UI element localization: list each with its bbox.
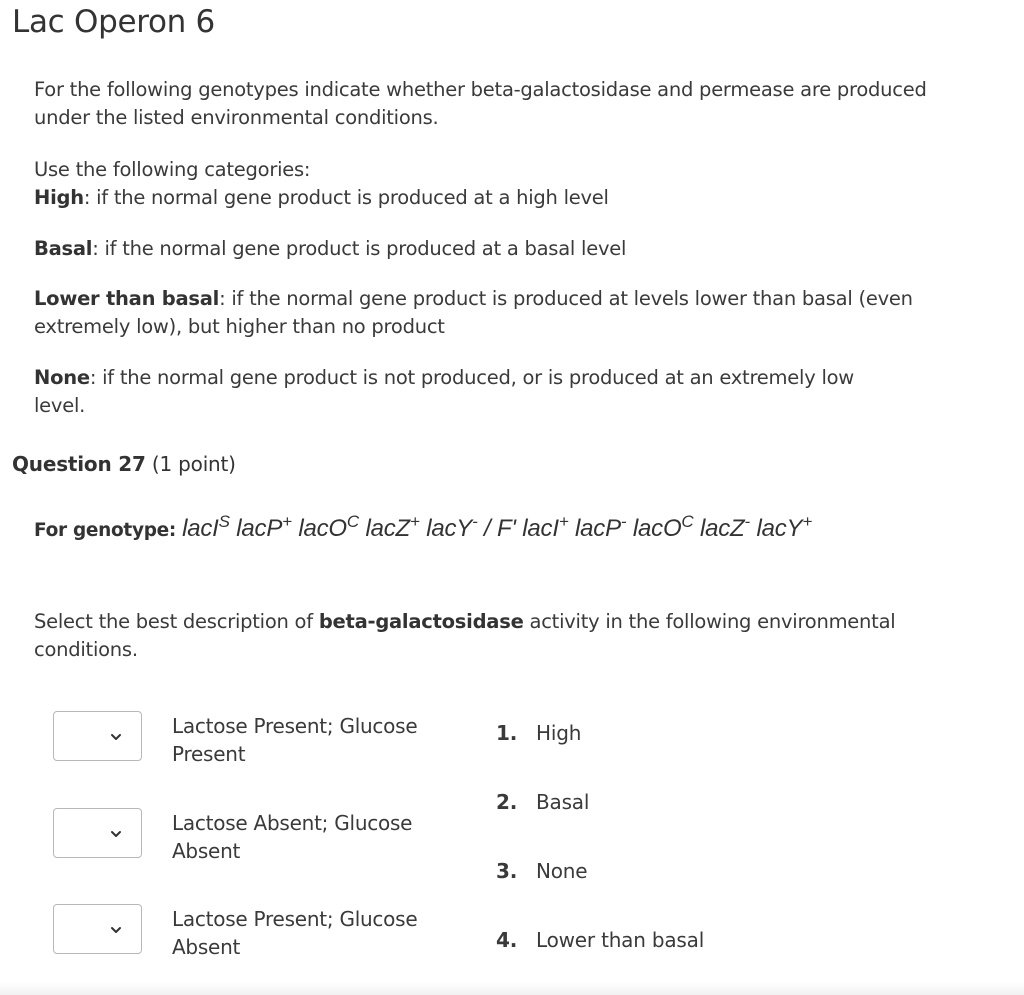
category-lower-than-basal [34,285,914,341]
genotype-lead: For genotype: [34,520,177,541]
gene: lacY- [426,512,478,542]
gene: lacI$^S$ [182,512,230,542]
question-header [12,452,236,476]
instruction-emphasis: beta-galactosidase [318,610,524,633]
chevron-down-icon [110,924,122,936]
option-item: 4. Lower than basal [496,928,705,952]
condition-select-3[interactable] [53,904,142,954]
category-desc: : if the normal gene product is not produced, or is produced at an extremely low level. [34,366,854,417]
intro-text: For the following genotypes indicate whether beta-galactosidase and permease are produced under the listed environmental conditions. [34,78,927,129]
category-none [34,364,894,420]
gene: lacY+ [756,512,813,542]
gene: lacZ+ [365,512,420,542]
option-item: 1. High [496,721,582,745]
category-desc: : if the normal gene product is produced at levels lower than basal (even extremely low), but higher than no product [34,287,913,338]
category-term: None [34,366,90,389]
category-term: High [34,186,84,209]
gene: lacO$^C$ [298,512,359,542]
category-term: Lower than basal [34,287,220,310]
condition-select-2[interactable] [53,808,142,858]
gene: / F' lacI+ [484,512,569,542]
chevron-down-icon [110,828,122,840]
category-desc: : if the normal gene product is produced at a basal level [92,237,627,260]
category-term: Basal [34,237,93,260]
instruction-text: Select the best description of beta-galactosidase activity in the following environmental conditions. [34,610,896,661]
categories-intro: Use the following categories: [34,158,311,181]
bottom-edge [0,982,1024,995]
condition-select-1[interactable] [53,711,142,761]
condition-label: Lactose Present; Glucose Absent [172,907,418,959]
category-high [34,184,934,212]
gene: lacZ- [699,512,750,542]
option-item: 2. Basal [496,790,590,814]
question-label: Question 27 [12,452,146,476]
gene: lacO$^C$ [632,512,694,542]
category-basal [34,235,934,263]
gene: lacP- [575,512,627,542]
category-desc: : if the normal gene product is produced at a high level [83,186,609,209]
genotype-expression [182,512,813,542]
condition-label: Lactose Present; Glucose Present [172,714,418,766]
gene: lacP+ [236,512,292,542]
genotype-line [34,508,934,552]
question-points: (1 point) [151,452,236,476]
condition-label: Lactose Absent; Glucose Absent [172,811,413,863]
chevron-down-icon [110,731,122,743]
page-title: Lac Operon 6 [12,4,215,40]
option-item: 3. None [496,859,588,883]
